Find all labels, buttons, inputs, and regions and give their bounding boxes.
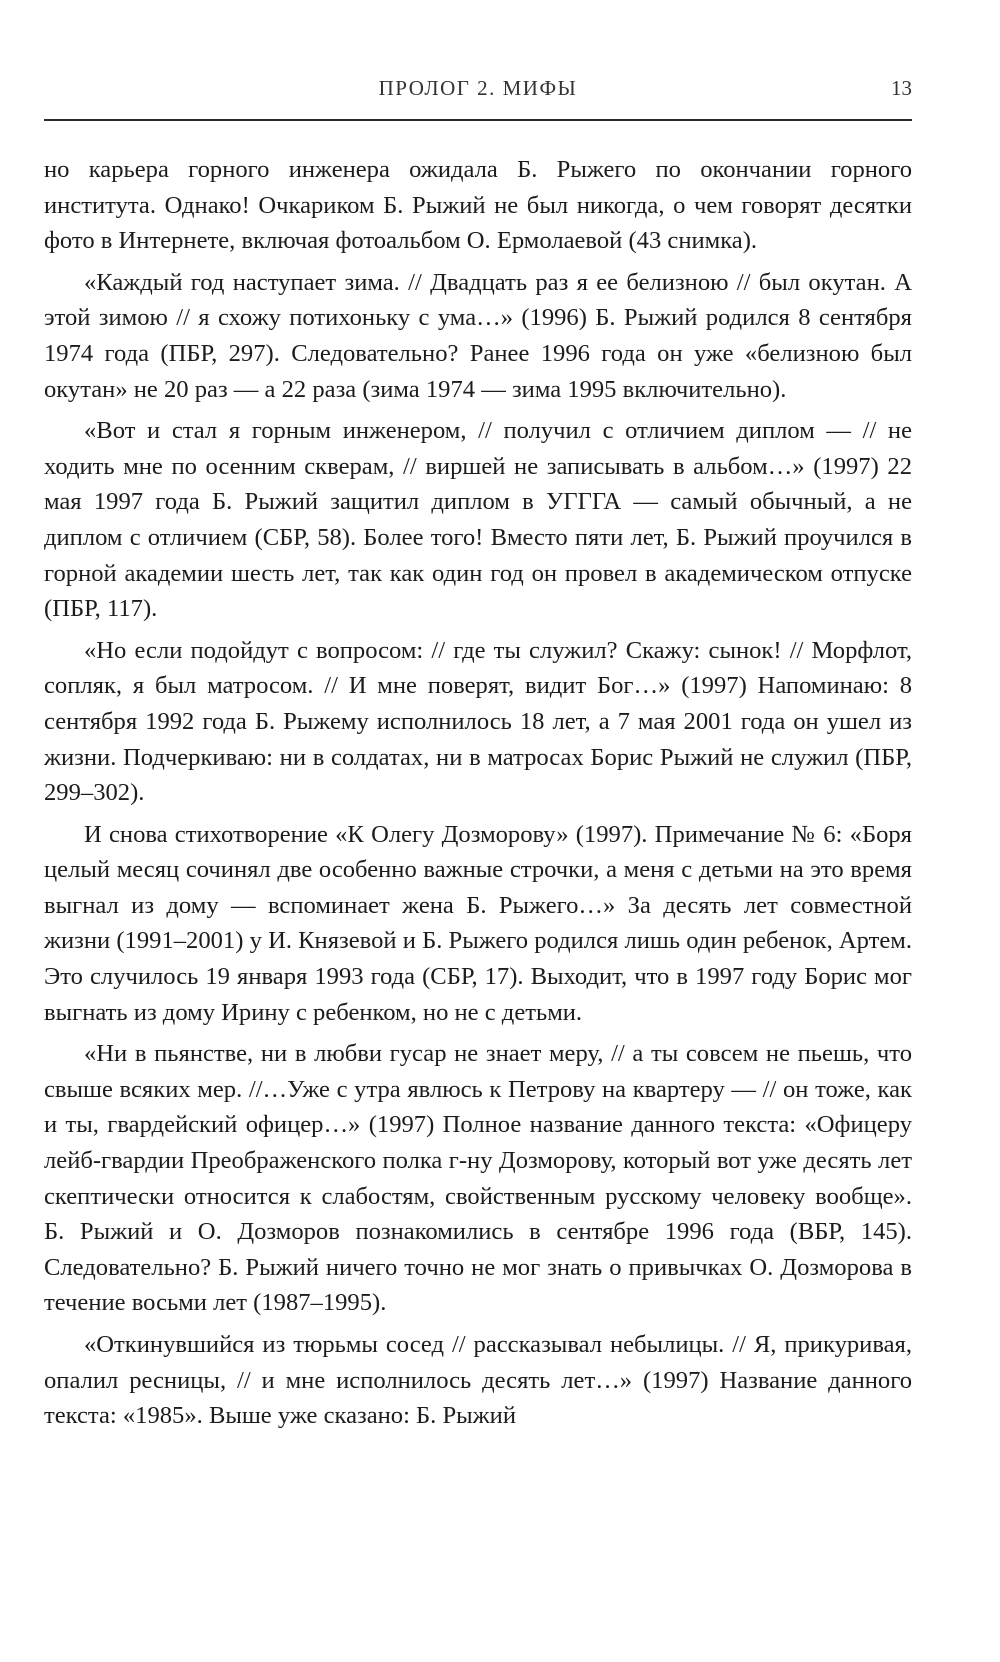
paragraph: «Ни в пьянстве, ни в любви гусар не знает меру, // а ты совсем не пьешь, что свыше всяких мер. //…Уже с утра явлюсь к Петрову на квартеру — // он тоже, как и ты, гвардейский офицер…» (1997) Полное название данного текста: «Офицеру лейб-гвардии Преображенского полка г-ну Дозморову, который вот уже десять лет скептически относится к слабостям, свойственным русскому человеку вообще». Б. Рыжий и О. Дозморов познакомились в сентябре 1996 года (ВБР, 145). Следовательно? Б. Рыжий ничего точно не мог знать о привычках О. Дозморова в течение восьми лет (1987–1995). [44,1040,912,1317]
header-divider [44,119,912,121]
paragraph: но карьера горного инженера ожидала Б. Рыжего по окончании горного института. Однако! Очкариком Б. Рыжий не был никогда, о чем говорят десятки фото в Интернете, включая фотоальбом О. Ермолаевой (43 снимка). [44,156,912,255]
paragraph: «Вот и стал я горным инженером, // получил с отличием диплом — // не ходить мне по осенним скверам, // виршей не записывать в альбом…» (1997) 22 мая 1997 года Б. Рыжий защитил диплом в УГГГА — самый обычный, а не диплом с отличием (СБР, 58). Более того! Вместо пяти лет, Б. Рыжий проучился в горной академии шесть лет, так как один год он провел в академическом отпуске (ПБР, 117). [44,417,912,623]
paragraph: И снова стихотворение «К Олегу Дозморову» (1997). Примечание № 6: «Боря целый месяц сочинял две особенно важные строчки, а меня с детьми на это время выгнал из дому — вспоминает жена Б. Рыжего…» За десять лет совместной жизни (1991–2001) у И. Князевой и Б. Рыжего родился лишь один ребенок, Артем. Это случилось 19 января 1993 года (СБР, 17). Выходит, что в 1997 году Борис мог выгнать из дому Ирину с ребенком, но не с детьми. [44,820,912,1026]
running-header [44,76,912,116]
paragraph: «Откинувшийся из тюрьмы сосед // рассказывал небылицы. // Я, прикуривая, опалил ресницы, // и мне исполнилось десять лет…» (1997) Название данного текста: «1985». Выше уже сказано: Б. Рыжий [44,1331,912,1430]
paragraph: «Каждый год наступает зима. // Двадцать раз я ее белизною // был окутан. А этой зимою // я схожу потихоньку с ума…» (1996) Б. Рыжий родился 8 сентября 1974 года (ПБР, 297). Следовательно? Ранее 1996 года он уже «белизною был окутан» не 20 раз — а 22 раза (зима 1974 — зима 1995 включительно). [44,268,912,403]
paragraph: «Но если подойдут с вопросом: // где ты служил? Скажу: сынок! // Морфлот, сопляк, я был матросом. // И мне поверят, видит Бог…» (1997) Напоминаю: 8 сентября 1992 года Б. Рыжему исполнилось 18 лет, а 7 мая 2001 года он ушел из жизни. Подчеркиваю: ни в солдатах, ни в матросах Борис Рыжий не служил (ПБР, 299–302). [44,636,912,807]
body-text [44,152,912,1440]
chapter-title: ПРОЛОГ 2. МИФЫ [378,76,578,100]
page-number: 13 [891,76,912,100]
